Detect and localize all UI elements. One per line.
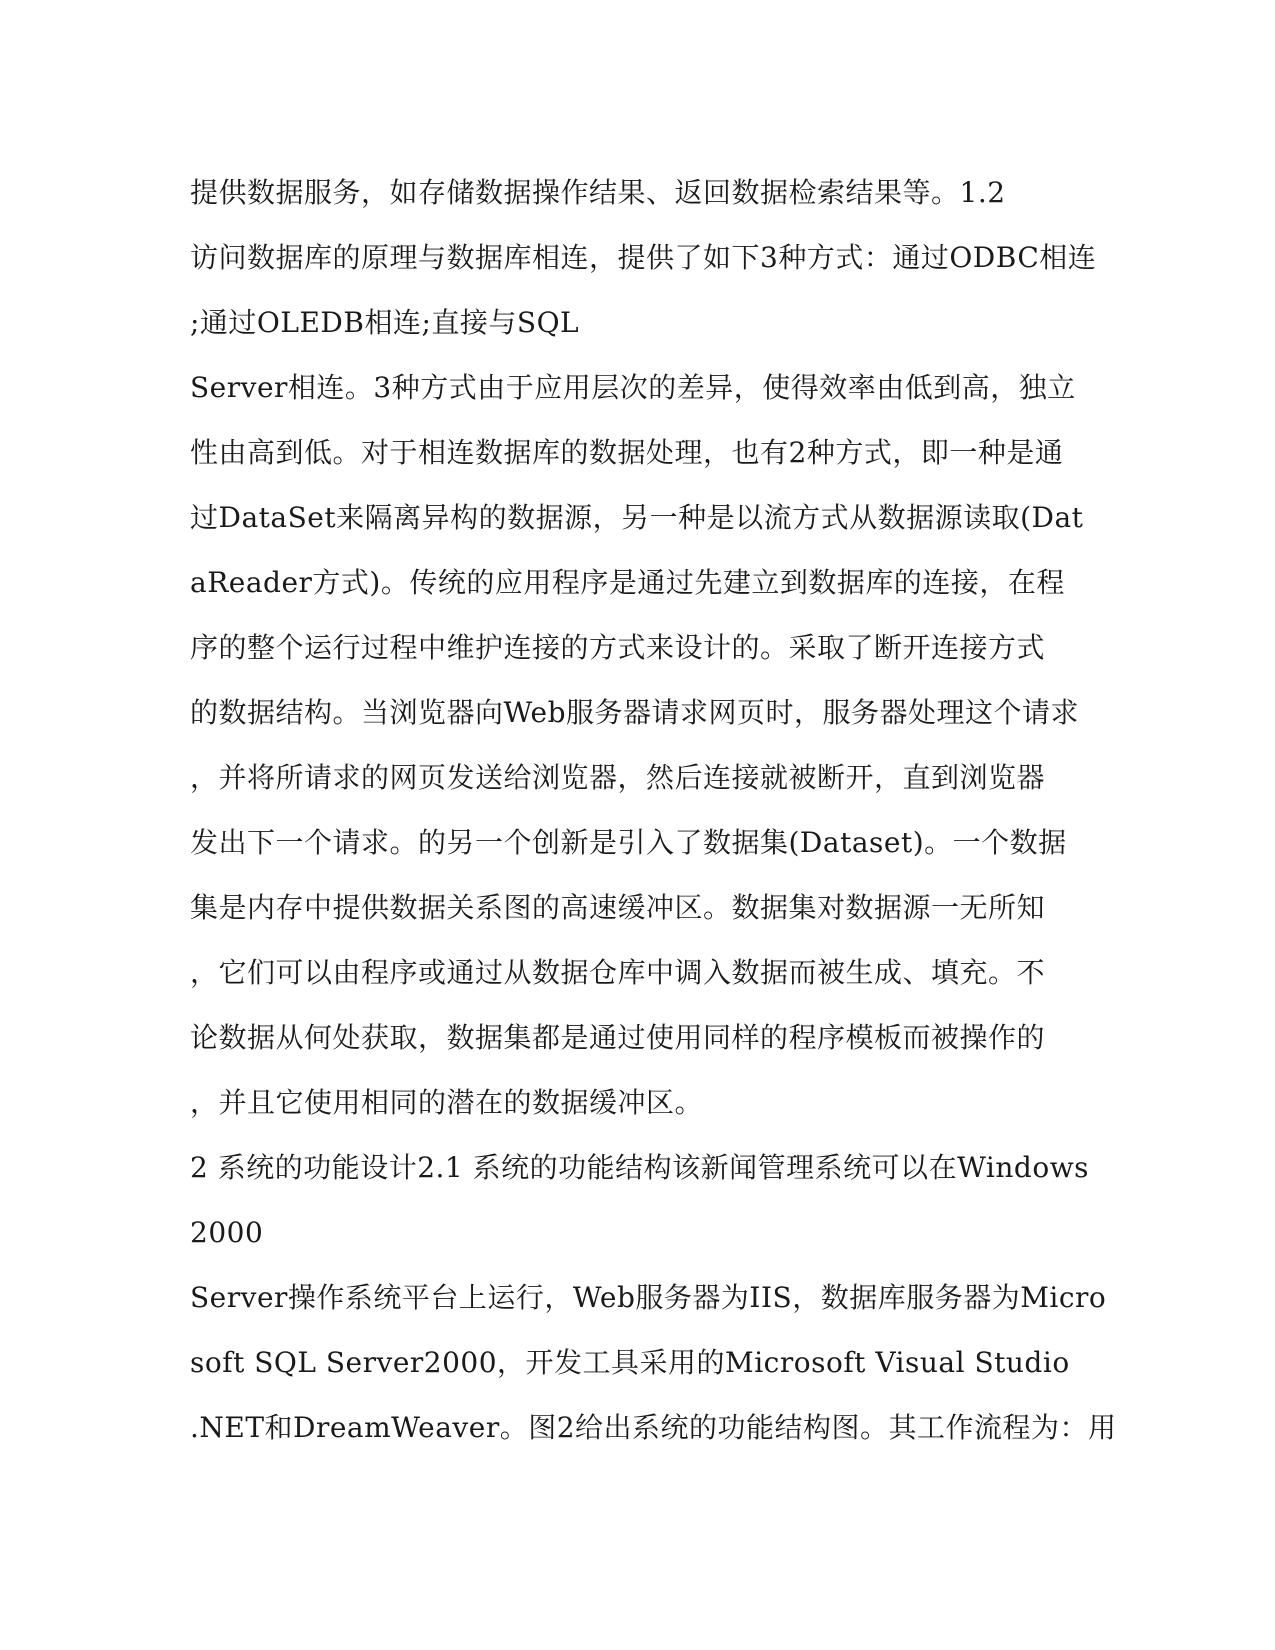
section-heading-line: 2 系统的功能设计2.1 系统的功能结构该新闻管理系统可以在Windows: [190, 1151, 1090, 1184]
text-line: 集是内存中提供数据关系图的高速缓冲区。数据集对数据源一无所知: [190, 891, 1046, 924]
text-line: ，并且它使用相同的潜在的数据缓冲区。: [190, 1086, 704, 1119]
text-line: 提供数据服务，如存储数据操作结果、返回数据检索结果等。1.2: [190, 176, 1006, 209]
text-line: 序的整个运行过程中维护连接的方式来设计的。采取了断开连接方式: [190, 631, 1046, 664]
text-line: ，并将所请求的网页发送给浏览器，然后连接就被断开，直到浏览器: [190, 761, 1046, 794]
body-text: [190, 160, 1117, 1460]
text-line: ;通过OLEDB相连;直接与SQL: [190, 306, 580, 339]
text-line: soft SQL Server2000，开发工具采用的Microsoft Visual Studio: [190, 1346, 1070, 1379]
text-line: 访问数据库的原理与数据库相连，提供了如下3种方式：通过ODBC相连: [190, 241, 1097, 274]
text-line: Server相连。3种方式由于应用层次的差异，使得效率由低到高，独立: [190, 371, 1076, 404]
text-line: 性由高到低。对于相连数据库的数据处理，也有2种方式，即一种是通: [190, 436, 1064, 469]
text-line: aReader方式)。传统的应用程序是通过先建立到数据库的连接，在程: [190, 566, 1065, 599]
text-line: ，它们可以由程序或通过从数据仓库中调入数据而被生成、填充。不: [190, 956, 1046, 989]
text-line: Server操作系统平台上运行，Web服务器为IIS，数据库服务器为Micro: [190, 1281, 1107, 1314]
text-line: 2000: [190, 1216, 264, 1249]
text-line: .NET和DreamWeaver。图2给出系统的功能结构图。其工作流程为：用: [190, 1411, 1117, 1444]
text-line: 发出下一个请求。的另一个创新是引入了数据集(Dataset)。一个数据: [190, 826, 1067, 859]
text-line: 的数据结构。当浏览器向Web服务器请求网页时，服务器处理这个请求: [190, 696, 1079, 729]
text-line: 过DataSet来隔离异构的数据源，另一种是以流方式从数据源读取(Dat: [190, 501, 1084, 534]
text-line: 论数据从何处获取，数据集都是通过使用同样的程序模板而被操作的: [190, 1021, 1046, 1054]
